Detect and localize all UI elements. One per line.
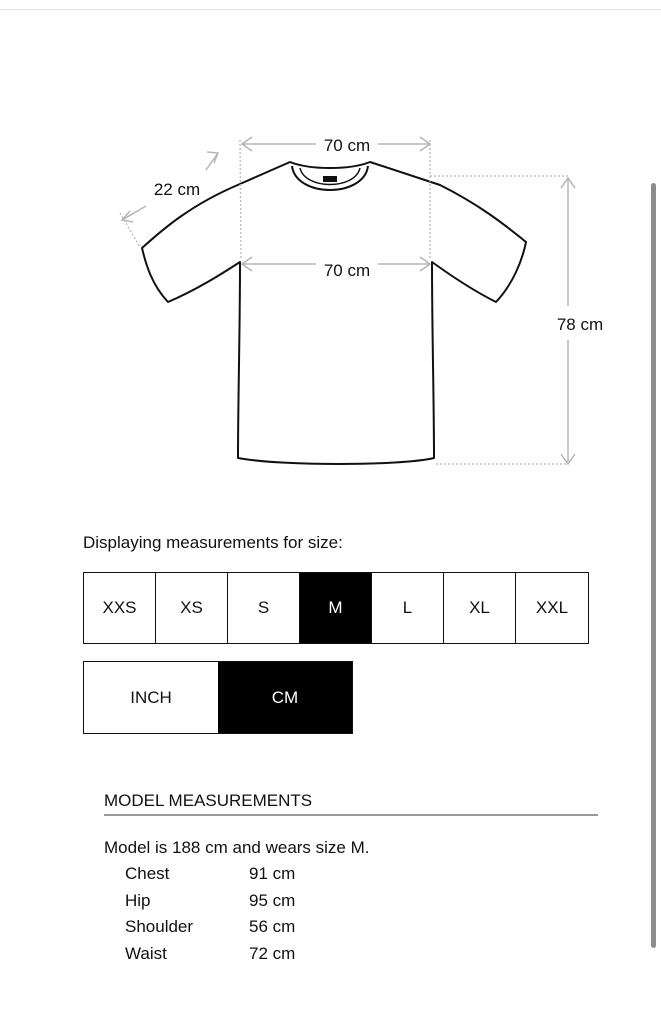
- table-row: [125, 944, 295, 971]
- table-row: [125, 891, 295, 918]
- measurement-value: 95 cm: [249, 890, 296, 910]
- size-prompt: Displaying measurements for size:: [83, 533, 343, 552]
- size-option-xs[interactable]: XS: [156, 573, 228, 643]
- table-row: [125, 864, 295, 891]
- size-option-s[interactable]: S: [228, 573, 300, 643]
- chest-width-label: 70 cm: [323, 261, 371, 280]
- measurement-label: Hip: [125, 890, 151, 910]
- model-measurements-table: [125, 864, 295, 970]
- size-option-xxl[interactable]: XXL: [516, 573, 588, 643]
- measurement-label: Chest: [125, 864, 170, 883]
- table-row: [125, 917, 295, 944]
- scrollbar[interactable]: [651, 183, 656, 948]
- measurement-label: Shoulder: [125, 917, 194, 936]
- unit-selector: [83, 661, 353, 734]
- measurement-value: 56 cm: [249, 917, 296, 936]
- measurement-value: 91 cm: [249, 864, 296, 883]
- length-label: 78 cm: [556, 315, 604, 334]
- model-measurements-heading: MODEL MEASUREMENTS: [104, 791, 598, 816]
- model-summary: Model is 188 cm and wears size M.: [104, 838, 370, 857]
- size-option-m[interactable]: M: [300, 573, 372, 643]
- size-option-l[interactable]: L: [372, 573, 444, 643]
- size-option-xxs[interactable]: XXS: [84, 573, 156, 643]
- unit-option-cm[interactable]: CM: [218, 662, 352, 733]
- tshirt-outline: [142, 162, 526, 464]
- tshirt-label: [323, 176, 337, 182]
- size-option-xl[interactable]: XL: [444, 573, 516, 643]
- top-width-label: 70 cm: [323, 136, 371, 155]
- unit-option-inch[interactable]: INCH: [84, 662, 218, 733]
- size-selector: [83, 572, 589, 644]
- measurement-label: Waist: [125, 943, 167, 963]
- sleeve-label: 22 cm: [153, 180, 201, 199]
- measurement-value: 72 cm: [249, 943, 296, 963]
